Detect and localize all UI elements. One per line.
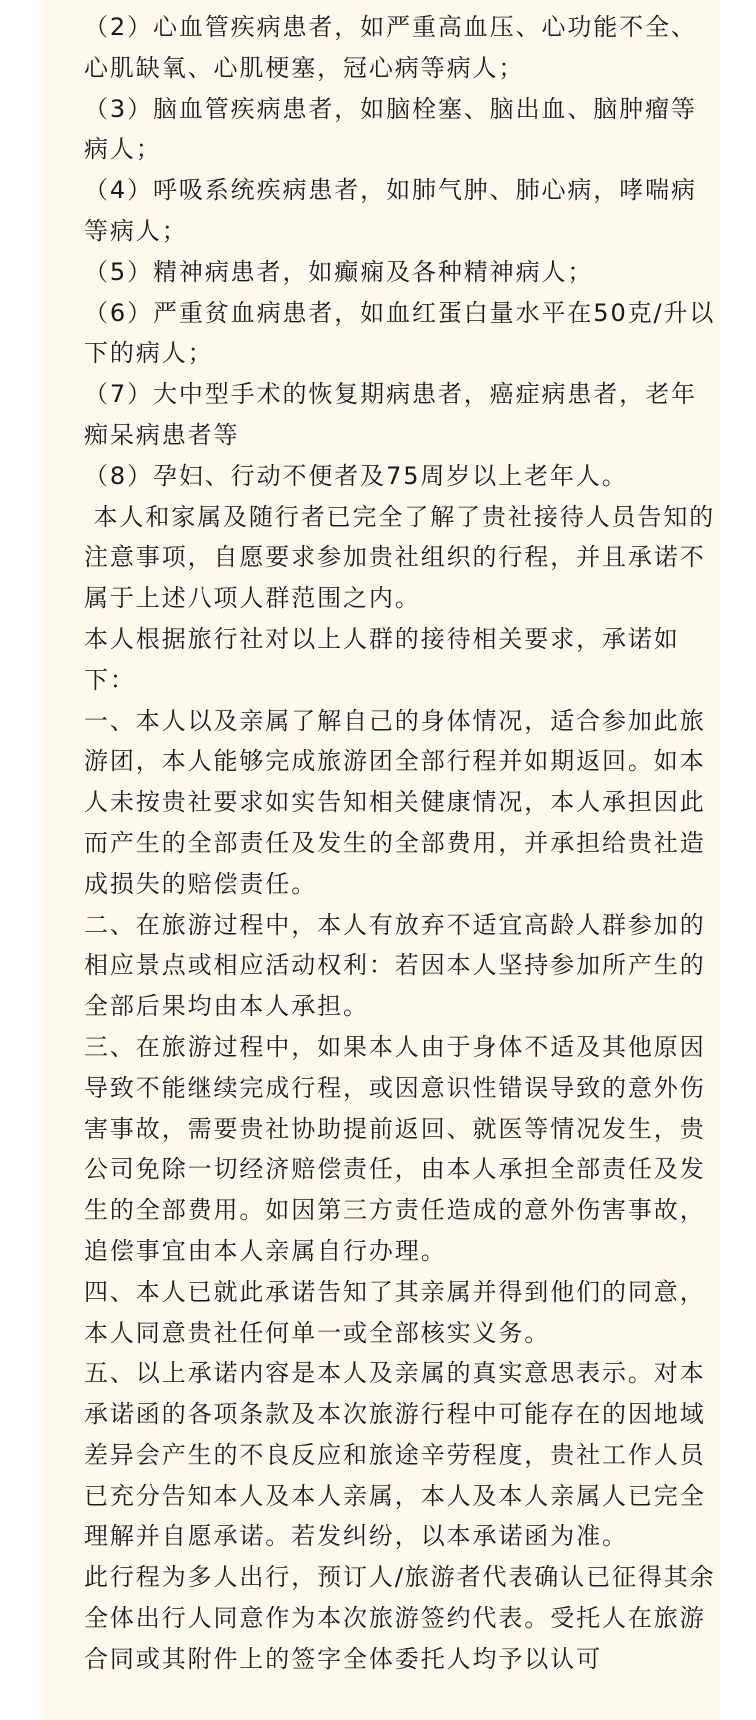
commitment-item-4: 四、本人已就此承诺告知了其亲属并得到他们的同意，本人同意贵社任何单一或全部核实义务。: [84, 1277, 706, 1347]
commitment-item-2: 二、在旅游过程中，本人有放弃不适宜高龄人群参加的相应景点或相应活动权利：若因本人坚持参加所产生的全部后果均由本人承担。: [84, 910, 706, 1021]
list-item-5: （5）精神病患者，如癫痫及各种精神病人；: [84, 257, 594, 286]
list-item-4: （4）呼吸系统疾病患者，如肺气肿、肺心病，哮喘病等病人；: [84, 176, 697, 245]
commitment-item-5: 五、以上承诺内容是本人及亲属的真实意思表示。对本承诺函的各项条款及本次旅游行程中可能存在的因地域差异会产生的不良反应和旅途辛劳程度，贵社工作人员已充分告知本人及本人亲属，本人及本人亲属人已完全理解并自愿承诺。若发纠纷，以本承诺函为准。: [84, 1359, 706, 1551]
group-travel-paragraph: 此行程为多人出行，预订人/旅游者代表确认已征得其余全体出行人同意作为本次旅游签约代表。受托人在旅游合同或其附件上的签字全体委托人均予以认可: [84, 1563, 716, 1673]
commitment-intro: 本人根据旅行社对以上人群的接待相关要求，承诺如下：: [84, 624, 680, 694]
list-item-8: （8）孕妇、行动不便者及75周岁以上老年人。: [84, 461, 628, 490]
document-page: [40, 0, 720, 1720]
commitment-item-3: 三、在旅游过程中，如果本人由于身体不适及其他原因导致不能继续完成行程，或因意识性错误导致的意外伤害事故，需要贵社协助提前返回、就医等情况发生，贵公司免除一切经济赔偿责任，由本人承担全部责任及发生的全部费用。如因第三方责任造成的意外伤害事故，追偿事宜由本人亲属自行办理。: [84, 1032, 706, 1265]
acknowledgement-paragraph: 本人和家属及随行者已完全了解了贵社接待人员告知的注意事项，自愿要求参加贵社组织的行程，并且承诺不属于上述八项人群范围之内。: [84, 502, 716, 613]
document-body: [84, 7, 720, 1680]
list-item-7: （7）大中型手术的恢复期病患者，癌症病患者，老年痴呆病患者等: [84, 380, 697, 449]
list-item-6: （6）严重贫血病患者，如血红蛋白量水平在50克/升以下的病人；: [84, 298, 716, 368]
list-item-2: （2）心血管疾病患者，如严重高血压、心功能不全、心肌缺氧、心肌梗塞，冠心病等病人；: [84, 13, 697, 82]
list-item-3: （3）脑血管疾病患者，如脑栓塞、脑出血、脑肿瘤等病人；: [84, 94, 697, 164]
commitment-item-1: 一、本人以及亲属了解自己的身体情况，适合参加此旅游团，本人能够完成旅游团全部行程并如期返回。如本人未按贵社要求如实告知相关健康情况，本人承担因此而产生的全部责任及发生的全部费用，并承担给贵社造成损失的赔偿责任。: [84, 706, 706, 898]
